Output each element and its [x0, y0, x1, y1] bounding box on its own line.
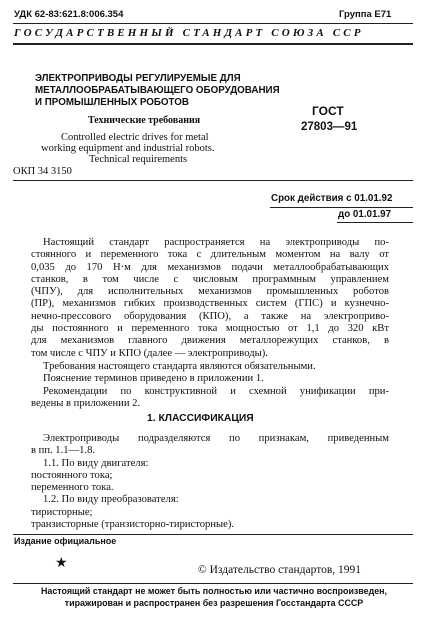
section-line: 1.2. По виду преобразователя: [43, 494, 179, 506]
intro-line: (ЧПУ), для исполнительных механизмов промышленных роботов [31, 286, 389, 298]
section-line: транзисторные (транзисторно-тиристорные). [31, 519, 235, 531]
intro-paragraph [31, 237, 389, 360]
intro-line: нечно-прессового оборудования (КПО), а также на электроприво- [31, 310, 389, 322]
title-ru-line-1: ЭЛЕКТРОПРИВОДЫ РЕГУЛИРУЕМЫЕ ДЛЯ [35, 73, 241, 84]
title-en-line-1: Controlled electric drives for metal [61, 132, 209, 143]
title-block-rule [13, 180, 413, 181]
section-line: в пп. 1.1—1.8. [31, 445, 96, 457]
title-en-line-2: working equipment and industrial robots. [41, 143, 215, 154]
title-en-line-3: Technical requirements [89, 154, 188, 165]
validity-underline-2 [337, 222, 413, 223]
star-icon: ★ [55, 556, 68, 571]
title-ru-line-2: МЕТАЛЛООБРАБАТЫВАЮЩЕГО ОБОРУДОВАНИЯ [35, 85, 280, 96]
section-line: постоянного тока; [31, 469, 113, 481]
section-line: 1.1. По виду двигателя: [43, 457, 149, 469]
section-line: переменного тока. [31, 482, 114, 494]
okp-code: ОКП 34 3150 [13, 166, 72, 177]
footer-rule [13, 534, 413, 535]
official-edition: Издание официальное [14, 536, 117, 546]
intro-line: ды постоянного и переменного тока мощностью от 1,1 до 320 кВт [31, 323, 389, 335]
notice-line-2: тиражирован и распространен без разрешения Госстандарта СССР [64, 598, 364, 608]
mandatory-statement: Требования настоящего стандарта являются обязательными. [43, 361, 316, 372]
notice-line-1: Настоящий стандарт не может быть полностью или частично воспроизведен, [41, 586, 387, 596]
section-heading: 1. КЛАССИФИКАЦИЯ [147, 413, 254, 424]
udk-code: УДК 62-83:621.8:006.354 [14, 9, 124, 20]
footer-rule-2 [13, 583, 413, 584]
header-rule-bottom [13, 43, 413, 45]
intro-line: том числе с ЧПУ и КПО (далее — электроприводы). [31, 347, 268, 359]
intro-line: для механизмов главного движения металлорежущих станков, в [31, 335, 389, 347]
intro-line: (ПР), механизмов гибких производственных систем (ГПС) и кузнечно- [31, 298, 389, 310]
terms-statement: Пояснение терминов приведено в приложении 1. [43, 373, 264, 385]
section-line: Электроприводы подразделяются по признакам, приведенным [43, 433, 389, 444]
recommend-line-1: Рекомендации по конструктивной и схемной унификации при- [43, 385, 389, 397]
recommend-line-2: ведены в приложении 2. [31, 397, 141, 409]
intro-line: 0,035 до 170 Н·м для механизмов подачи металлообрабатывающих [31, 261, 389, 273]
validity-from: Срок действия с 01.01.92 [271, 193, 393, 204]
copyright-line: © Издательство стандартов, 1991 [198, 564, 362, 576]
title-ru-line-3: И ПРОМЫШЛЕННЫХ РОБОТОВ [35, 97, 189, 108]
gost-number: 27803—91 [301, 121, 358, 133]
validity-to: до 01.01.97 [338, 209, 392, 220]
section-line: тиристорные; [31, 506, 93, 518]
other-paragraphs [31, 361, 389, 410]
state-standard-heading: ГОСУДАРСТВЕННЫЙ СТАНДАРТ СОЮЗА ССР [14, 27, 364, 39]
intro-line: станков, в том числе с числовым программным управлением [31, 273, 389, 285]
group-code: Группа Е71 [339, 9, 392, 20]
section-body [31, 433, 389, 531]
intro-line: Настоящий стандарт распространяется на электроприводы по- [43, 237, 389, 248]
validity-underline-1 [270, 207, 413, 208]
intro-line: стоянного и переменного тока с длительным моментом на валу от [31, 249, 389, 261]
title-ru-subtitle: Технические требования [88, 115, 201, 126]
header-rule-top [13, 23, 413, 24]
gost-label: ГОСТ [312, 104, 344, 118]
